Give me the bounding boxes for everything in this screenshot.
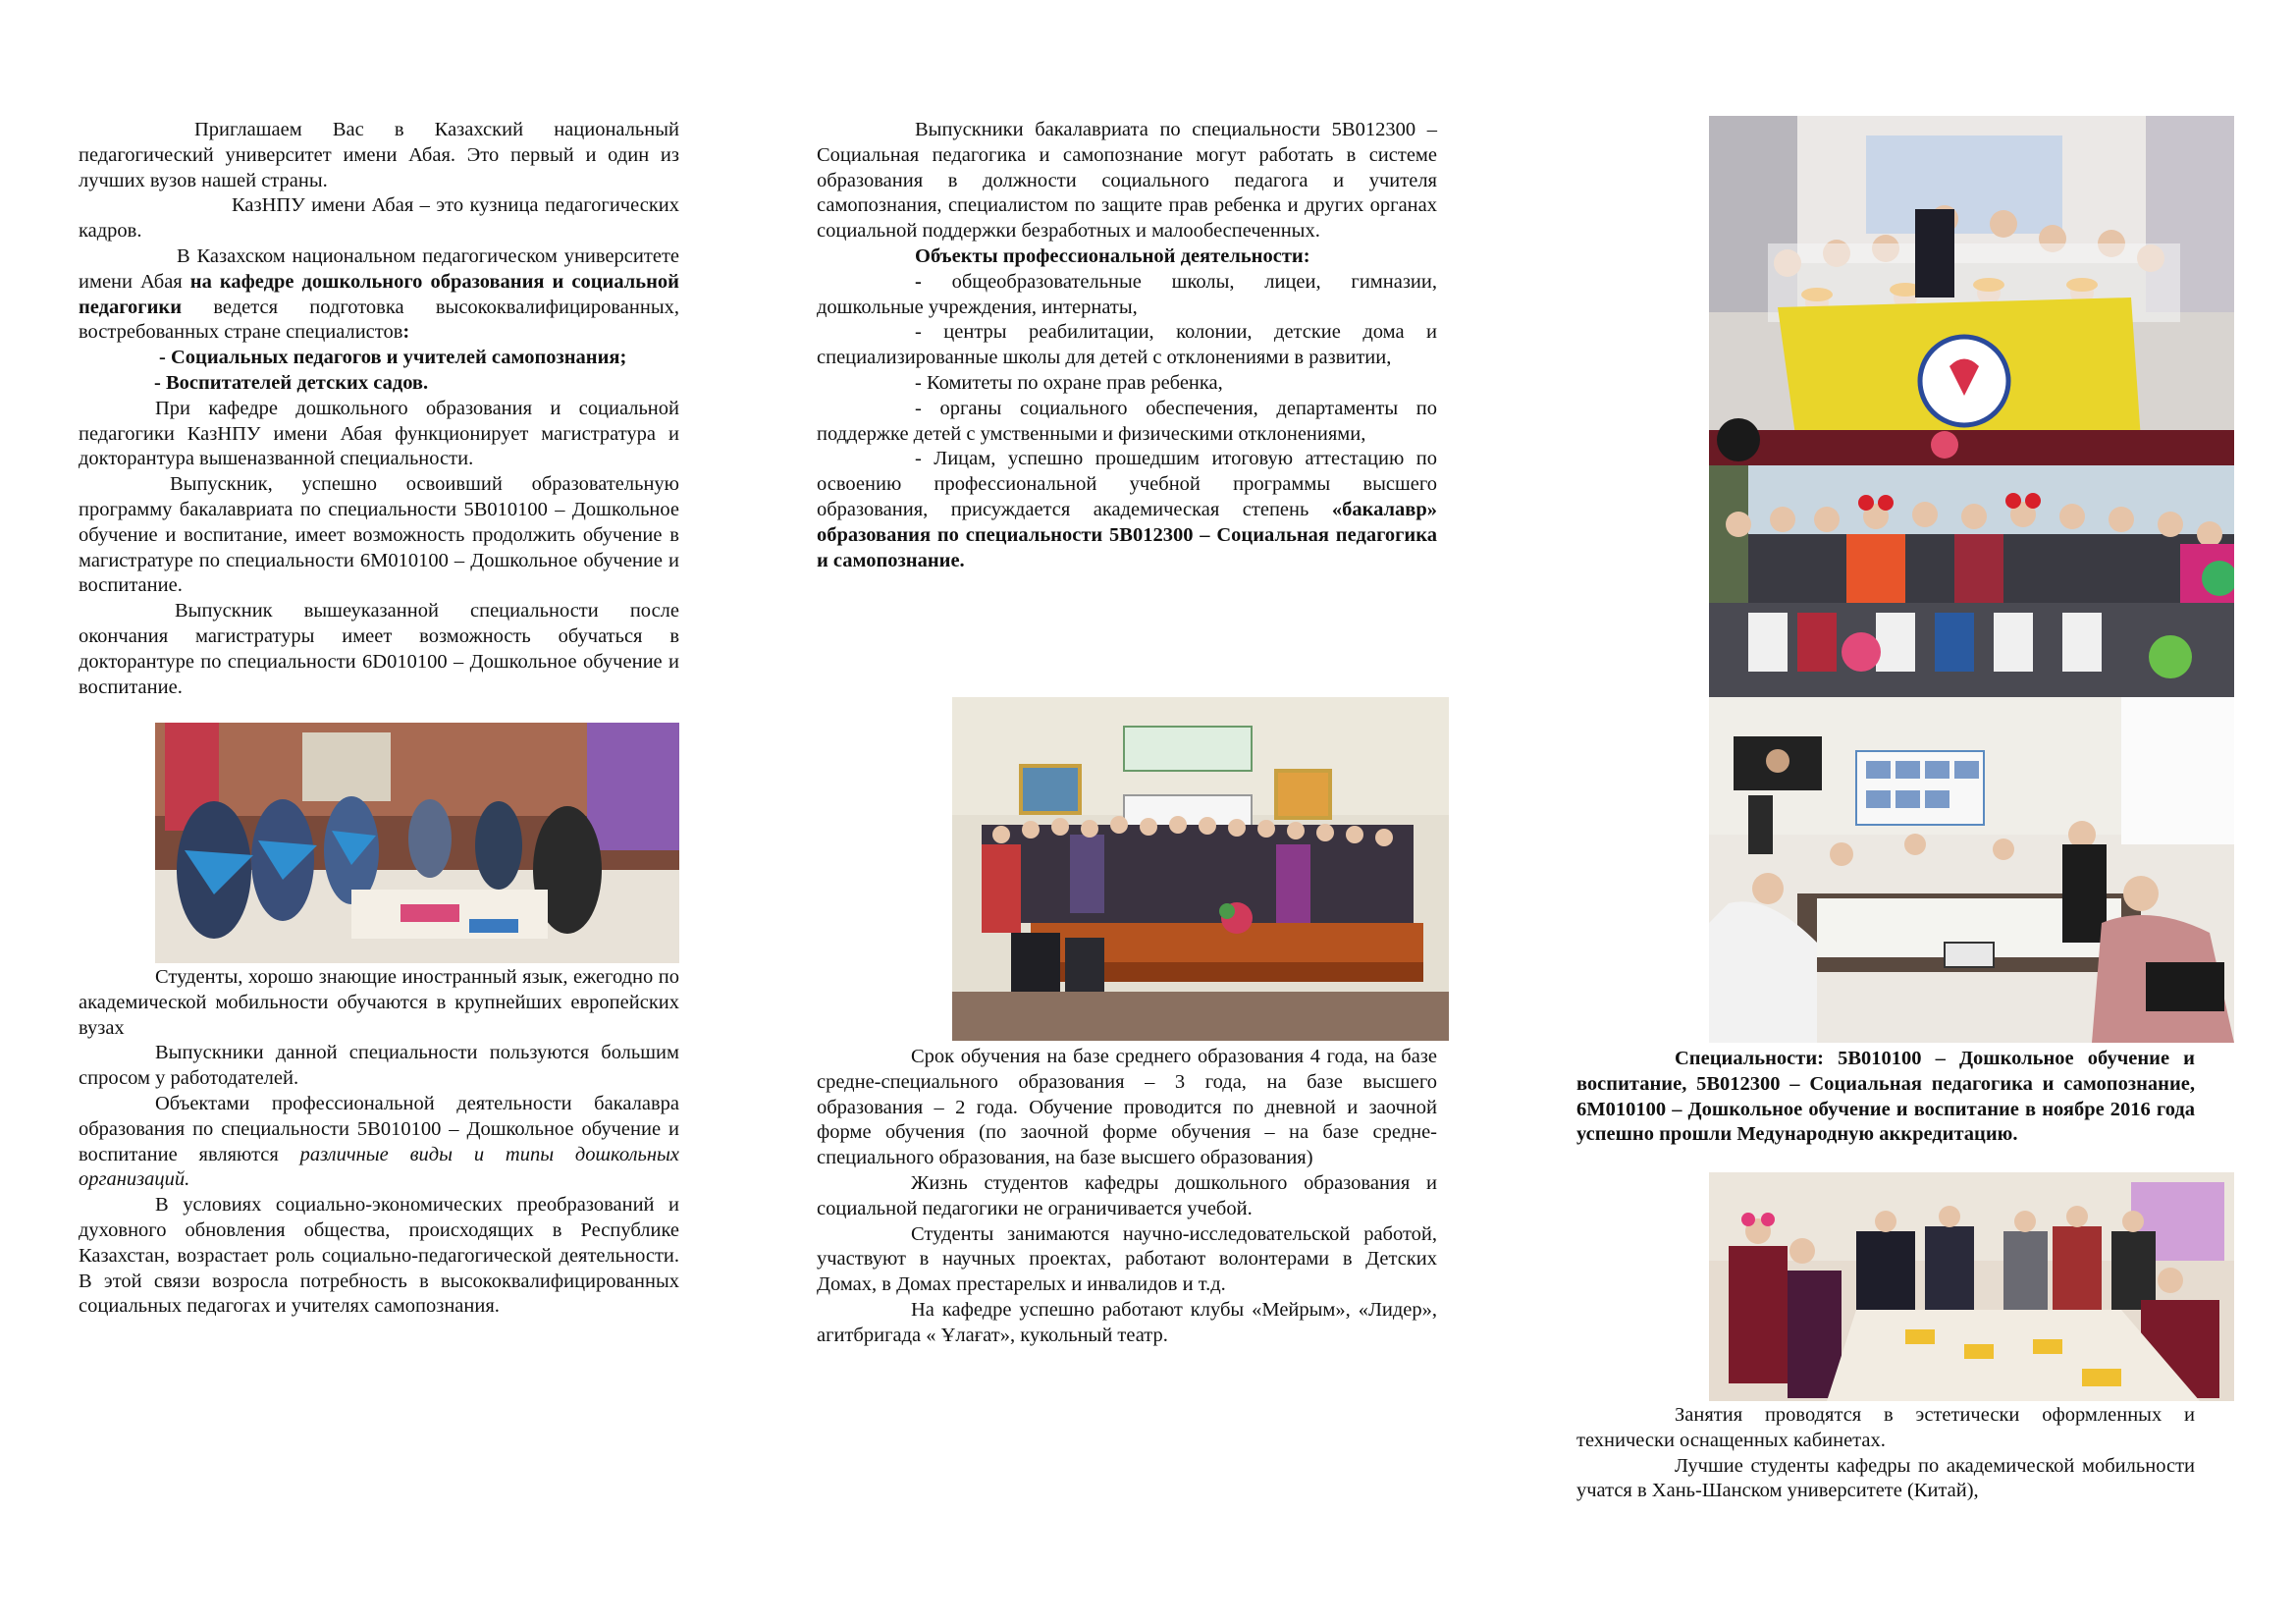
objects-item-1-text: общеобразовательные школы, лицеи, гимназии, дошкольные учреждения, интернаты, — [817, 270, 1437, 318]
department-name: на кафедре дошкольного образования и социальной педагогики — [79, 270, 679, 318]
accreditation-paragraph: Специальности: 5В010100 – Дошкольное обучение и воспитание, 5В012300 – Социальная педагогика и самопознание, 6М010100 – Дошкольное обучение и воспитание в ноябре 2016 года успешно прошли Медународную аккредитацию. — [1576, 1048, 2195, 1146]
column-right-lower — [1576, 1403, 2195, 1504]
column-middle-lower — [817, 1045, 1437, 1349]
objects-item-2: - центры реабилитации, колонии, детские дома и специализированные школы для детей с отклонениями в развитии, — [817, 321, 1437, 369]
research-paragraph: Студенты занимаются научно-исследовательской работой, участвуют в научных проектах, работают волонтерами в Детских Домах, в Домах престарелых и инвалидов и т.д. — [817, 1222, 1437, 1296]
column-left — [79, 118, 679, 700]
classrooms-paragraph: Занятия проводятся в эстетически оформленных и технически оснащенных кабинетах. — [1576, 1404, 2195, 1451]
objects-item-1-dash: - — [915, 270, 922, 293]
duration-paragraph: Срок обучения на базе среднего образования 4 года, на базе средне-специального образования – 3 года, на базе высшего образования – 2 года. Обучение проводится по дневной и заочной форме обучения (по заочной форме обучения – на базе средне-специального образования, на базе высшего образования) — [817, 1046, 1437, 1169]
graduate-bachelor-paragraph: Выпускник, успешно освоивший образовательную программу бакалавриата по специальности 5В010100 – Дошкольное обучение и воспитание, имеет возможность продолжить обучение в магистратуре по специальности 6М010100 – Дошкольное обучение и воспитание. — [79, 473, 679, 597]
department-text-2: ведется подготовка высококвалифицированных, востребованных стране специалистов — [79, 296, 679, 344]
column-right — [1576, 1047, 2195, 1148]
department-colon: : — [402, 321, 410, 344]
degree-text: - Лицам, успешно прошедшим итоговую аттестацию по освоению профессиональной учебной программы высшего образования, присуждается академическая степень — [817, 448, 1437, 520]
degree-bold: «бакалавр» образования по специальности 5В012300 – Социальная педагогика и самопознание. — [817, 498, 1437, 571]
photo-accreditation-visit — [1709, 1172, 2234, 1401]
photo-group-classroom — [952, 697, 1449, 1041]
department-text-1: В Казахском национальном педагогическом университете имени Абая — [79, 244, 679, 293]
student-life-paragraph: Жизнь студентов кафедры дошкольного образования и социальной педагогики не ограничивается учебой. — [817, 1171, 1437, 1219]
objects-item-3: - Комитеты по охране прав ребенка, — [915, 371, 1223, 394]
objects-item-4: - органы социального обеспечения, департаменты по поддержке детей с умственными и физическими отклонениями, — [817, 397, 1437, 445]
specialists-item-2: - Воспитателей детских садов. — [154, 371, 429, 394]
exchange-paragraph: Лучшие студенты кафедры по академической мобильности учатся в Хань-Шанском университете (Китай), — [1576, 1454, 2195, 1502]
column-middle — [817, 118, 1437, 573]
intro-paragraph: Приглашаем Вас в Казахский национальный педагогический университет имени Абая. Это первый и один из лучших вузов нашей страны. — [79, 119, 679, 191]
conditions-paragraph: В условиях социально-экономических преобразований и духовного обновления общества, происходящих в Республике Казахстан, возрастает роль социально-педагогической деятельности. В этой связи возросла потребность в высококвалифицированных социальных педагогах и учителях самопознания. — [79, 1194, 679, 1318]
magistracy-paragraph: При кафедре дошкольного образования и социальной педагогики КазНПУ имени Абая функционирует магистратура и докторантура вышеназванной специальности. — [79, 397, 679, 470]
kaznpu-paragraph: КазНПУ имени Абая – это кузница педагогических кадров. — [79, 194, 679, 243]
clubs-paragraph: На кафедре успешно работают клубы «Мейрым», «Лидер», агитбригада « Ұлағат», кукольный театр. — [817, 1298, 1437, 1346]
graduate-master-paragraph: Выпускник вышеуказанной специальности после окончания магистратуры имеет возможность обучаться в докторантуре по специальности 6D010100 – Дошкольное обучение и воспитание. — [79, 600, 679, 698]
photo-children-party — [1709, 465, 2234, 697]
mobility-paragraph: Студенты, хорошо знающие иностранный язык, ежегодно по академической мобильности обучаются в крупнейших европейских вузах — [79, 966, 679, 1039]
department-paragraph — [79, 244, 679, 346]
objects-item-1 — [817, 270, 1437, 321]
objects-bachelor-paragraph — [79, 1092, 679, 1193]
photo-flag-students — [1709, 116, 2234, 465]
photo-staff-meeting — [155, 723, 679, 963]
photo-classroom-lesson — [1709, 697, 2234, 1043]
column-left-lower — [79, 965, 679, 1320]
specialists-item-1: - Социальных педагогов и учителей самопознания; — [159, 347, 627, 369]
graduates-paragraph: Выпускники бакалавриата по специальности 5В012300 – Социальная педагогика и самопознание могут работать в системе образования в должности социального педагога и учителя самопознания, специалистом по защите прав ребенка и других органах социальной поддержки безработных и малообеспеченных. — [817, 119, 1437, 243]
objects-item-5 — [817, 447, 1437, 573]
objects-heading: Объекты профессиональной деятельности: — [915, 244, 1310, 267]
objects-bachelor-italic: различные виды и типы дошкольных организаций. — [79, 1143, 679, 1191]
demand-paragraph: Выпускники данной специальности пользуются большим спросом у работодателей. — [79, 1042, 679, 1090]
objects-bachelor-text: Объектами профессиональной деятельности бакалавра образования по специальности 5В010100 – Дошкольное обучение и воспитание являются — [79, 1092, 679, 1165]
